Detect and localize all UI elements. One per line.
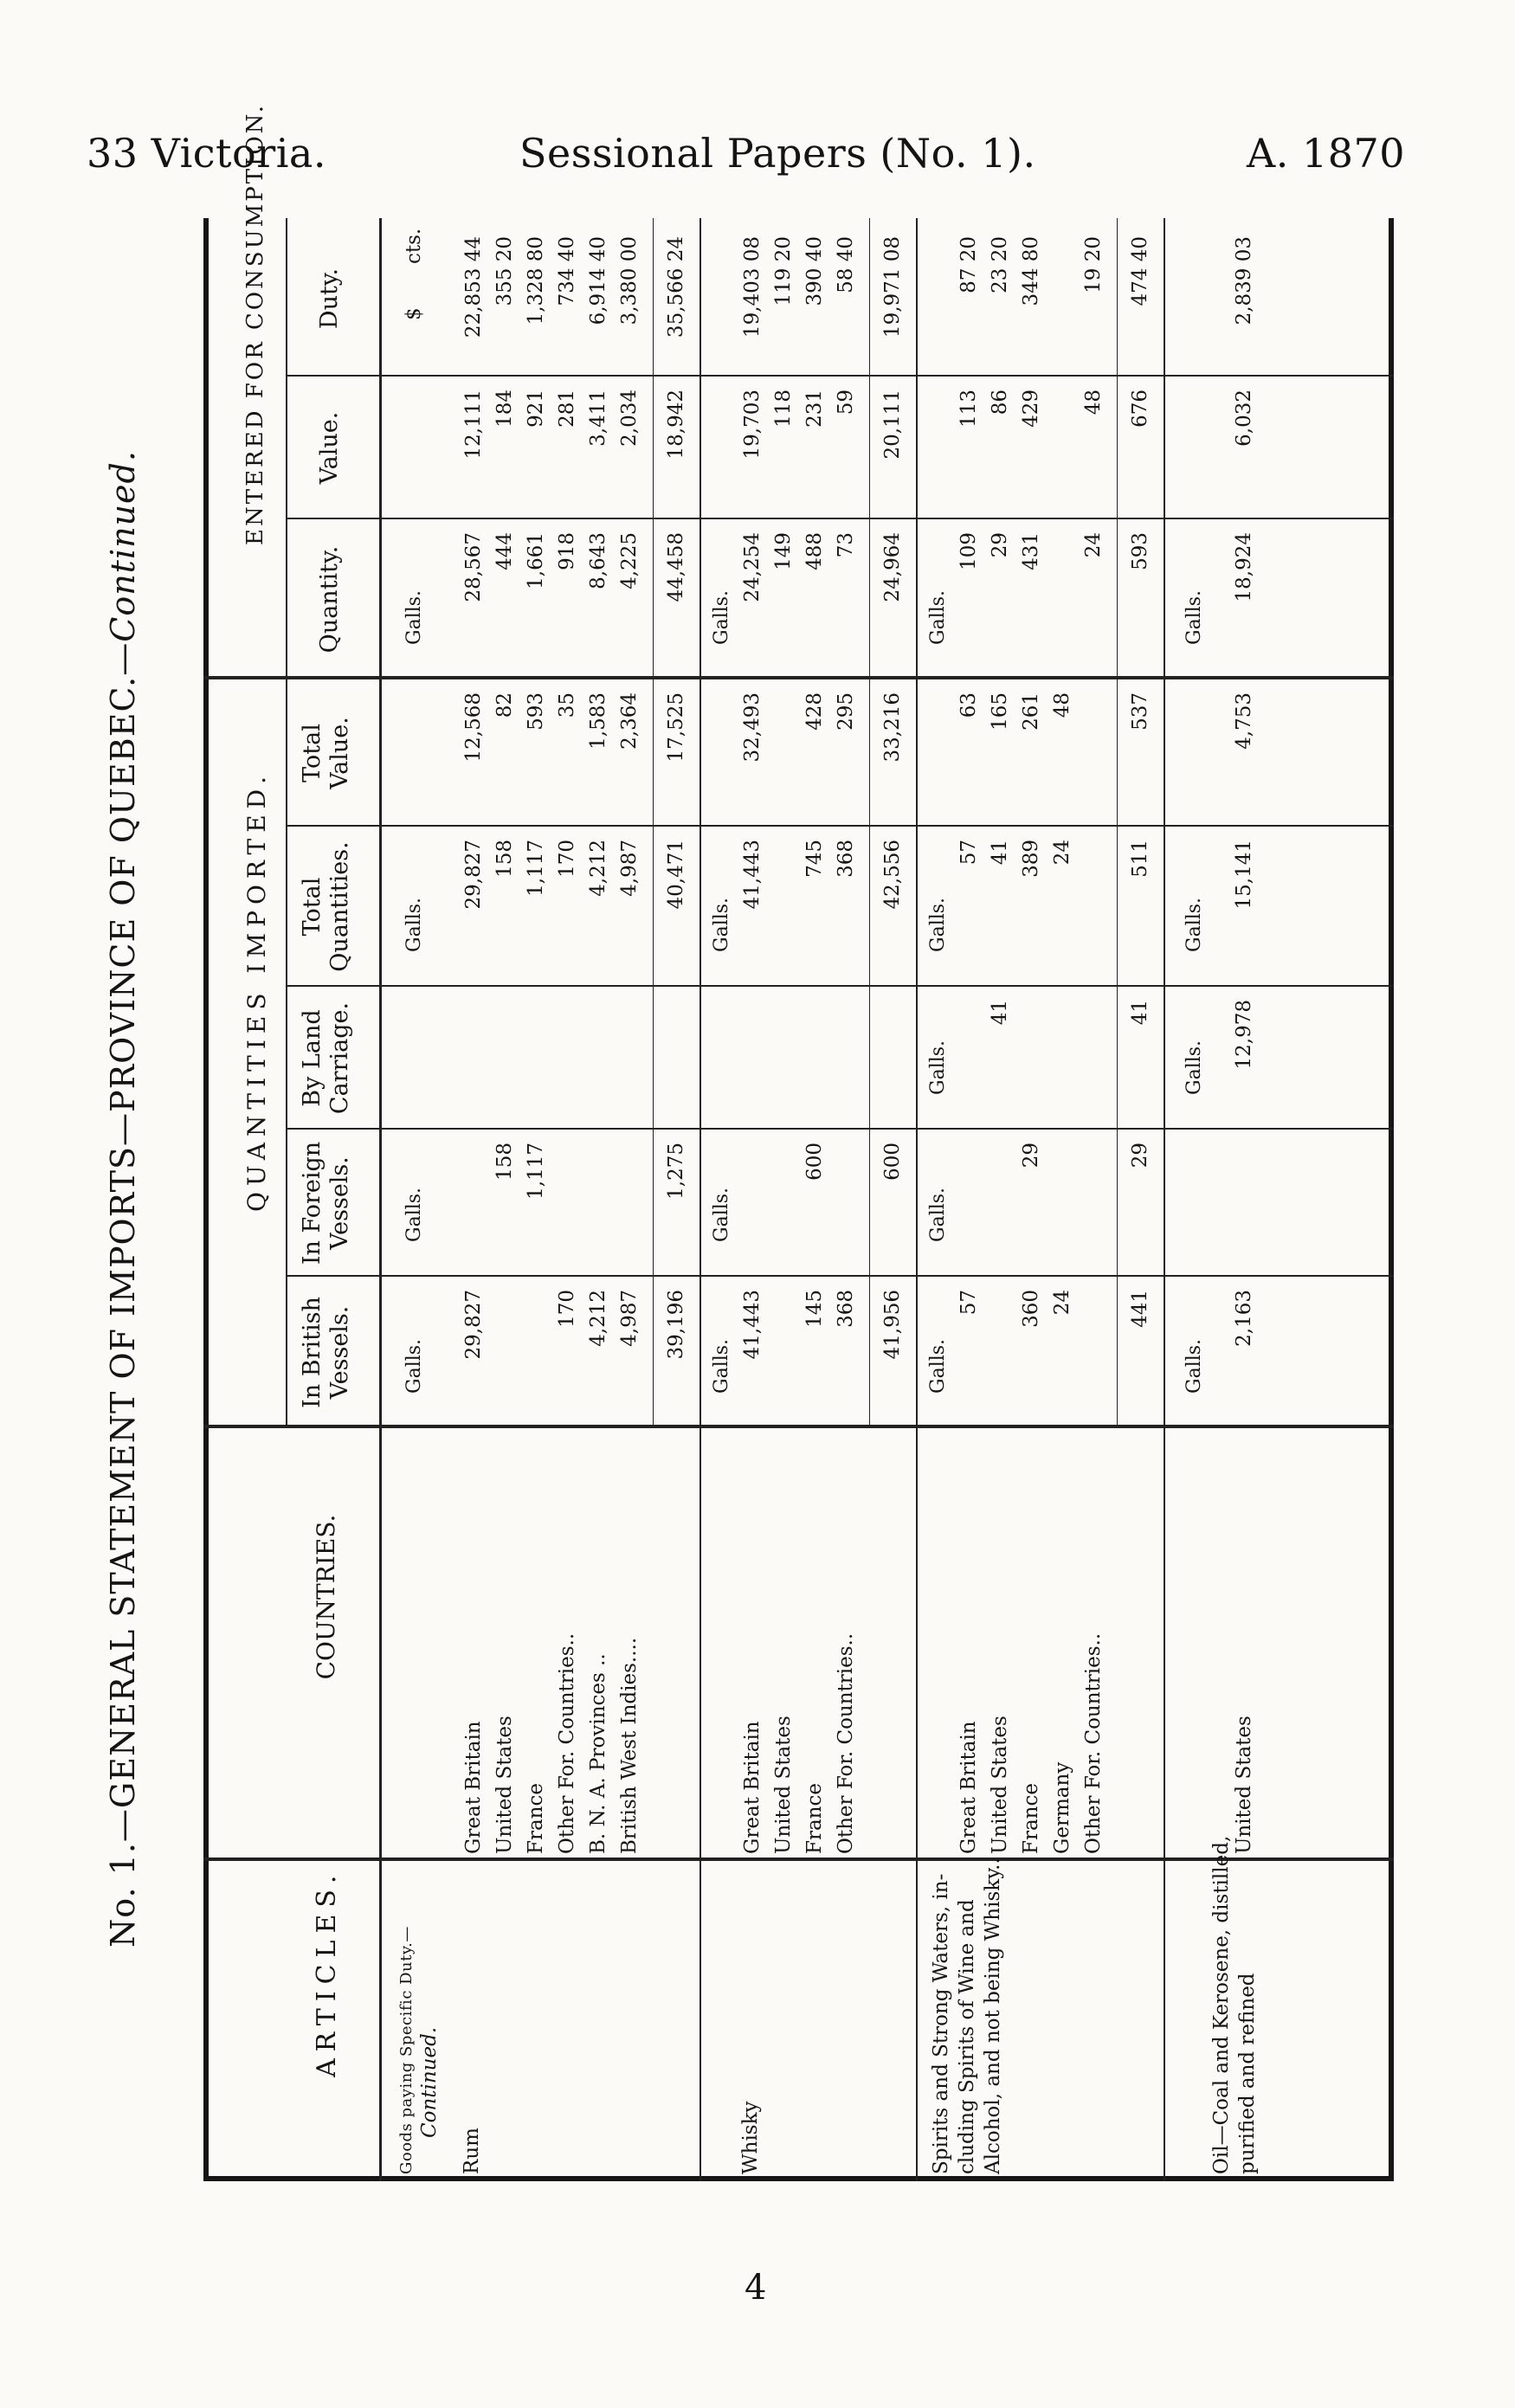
row-ent_q: 29	[989, 532, 1011, 558]
row-ent_q: 24	[1082, 532, 1105, 558]
row-total_q: 24	[1051, 840, 1073, 866]
quantities-imported-header: QUANTITIES IMPORTED.	[242, 770, 271, 1212]
row-total_v: 12,568	[462, 692, 485, 763]
country-name: France	[525, 1783, 547, 1854]
column-rule	[286, 375, 1394, 377]
row-ent_q: 73	[835, 532, 857, 558]
subtotal-foreign: 600	[881, 1143, 904, 1181]
row-british: 4,987	[618, 1290, 641, 1347]
goods-heading: Goods paying Specific Duty.—	[397, 1926, 416, 2174]
oil-row-ent_q: 18,924	[1233, 532, 1255, 602]
row-total_v: 261	[1020, 692, 1042, 731]
row-total_q: 389	[1020, 840, 1042, 878]
oil-row-total_v: 4,753	[1233, 692, 1255, 750]
row-ent_v: 184	[493, 390, 516, 428]
row-total_q: 41,443	[741, 840, 764, 910]
foreign-vessels-header: In Foreign Vessels.	[299, 1141, 354, 1265]
goods-continued: Continued.	[418, 2026, 441, 2138]
country-name: United States	[989, 1716, 1011, 1854]
country-name: Other For. Countries..	[556, 1632, 578, 1854]
subtotal-rule	[869, 218, 870, 1428]
oil-row-british: 2,163	[1233, 1290, 1255, 1347]
row-british: 145	[803, 1290, 826, 1328]
row-ent_v: 281	[556, 390, 578, 428]
oil-row-total_q: 15,141	[1233, 840, 1255, 910]
subtotal-foreign: 29	[1129, 1143, 1151, 1169]
row-ent_q: 109	[957, 532, 980, 570]
column-rule	[286, 1128, 1394, 1130]
article-rum: Rum	[461, 2128, 483, 2174]
row-ent_q: 488	[803, 532, 826, 570]
row-total_q: 745	[803, 840, 826, 878]
subtotal-total_v: 33,216	[881, 692, 904, 763]
galls-unit: Galls.	[1183, 1040, 1205, 1095]
row-ent_v: 59	[835, 390, 857, 415]
row-ent_v: 19,703	[741, 390, 764, 460]
galls-unit: Galls.	[711, 897, 732, 952]
quantity-header: Quantity.	[316, 545, 343, 654]
row-ent_v: 231	[803, 390, 826, 428]
row-total_v: 35	[556, 692, 578, 718]
subtotal-total_v: 17,525	[665, 692, 687, 763]
subtotal-ent_v: 20,111	[881, 390, 904, 460]
subtotal-rule	[653, 218, 654, 1428]
row-duty: 355 20	[493, 236, 516, 306]
subtotal-british: 441	[1129, 1290, 1151, 1328]
row-ent_v: 2,034	[618, 390, 641, 447]
row-total_q: 170	[556, 840, 578, 878]
total-quantities-header: Total Quantities.	[299, 841, 354, 972]
row-british: 41,443	[741, 1290, 764, 1360]
row-ent_q: 28,567	[462, 532, 485, 602]
row-british: 170	[556, 1290, 578, 1328]
column-rule	[203, 676, 1394, 679]
row-ent_q: 444	[493, 532, 516, 570]
duty-header: Duty.	[316, 267, 343, 330]
row-foreign: 158	[493, 1143, 516, 1181]
row-duty: 119 20	[772, 236, 795, 306]
galls-unit: Galls.	[927, 589, 949, 645]
subtotal-duty: 35,566 24	[665, 236, 687, 338]
running-head-right: A. 1870	[1247, 130, 1406, 177]
row-ent_v: 113	[957, 390, 980, 428]
header-rule	[379, 218, 382, 2181]
row-total_q: 41	[989, 840, 1011, 866]
row-foreign: 1,117	[525, 1143, 547, 1200]
article-oil-2: purified and refined	[1236, 1973, 1259, 2174]
subtotal-foreign: 1,275	[665, 1143, 687, 1200]
subtotal-ent_q: 44,458	[665, 532, 687, 602]
subtotal-duty: 474 40	[1129, 236, 1151, 306]
row-foreign: 29	[1020, 1143, 1042, 1169]
article-spirits-1: Spirits and Strong Waters, in-	[930, 1873, 952, 2174]
country-name: United States	[493, 1716, 516, 1854]
subtotal-duty: 19,971 08	[881, 236, 904, 338]
row-duty: 734 40	[556, 236, 578, 306]
subtotal-land: 41	[1129, 1000, 1151, 1026]
row-british: 360	[1020, 1290, 1042, 1328]
row-ent_v: 48	[1082, 390, 1105, 415]
subtotal-rule	[1117, 218, 1118, 1428]
row-total_v: 32,493	[741, 692, 764, 763]
row-total_v: 295	[835, 692, 857, 731]
galls-unit: Galls.	[403, 1338, 425, 1394]
row-duty: 19,403 08	[741, 236, 764, 338]
row-total_q: 1,117	[525, 840, 547, 897]
country-name: United States	[1233, 1716, 1255, 1854]
row-total_q: 4,212	[587, 840, 609, 897]
galls-unit: Galls.	[927, 1338, 949, 1394]
subtotal-british: 39,196	[665, 1290, 687, 1360]
galls-unit: Galls.	[711, 1338, 732, 1394]
galls-unit: Galls.	[403, 589, 425, 645]
row-duty: 6,914 40	[587, 236, 609, 325]
column-rule	[286, 1275, 1394, 1277]
group-rule	[286, 218, 287, 1428]
row-ent_v: 3,411	[587, 390, 609, 447]
row-british: 4,212	[587, 1290, 609, 1347]
row-total_v: 48	[1051, 692, 1073, 718]
row-total_q: 29,827	[462, 840, 485, 910]
row-total_q: 4,987	[618, 840, 641, 897]
row-total_q: 57	[957, 840, 980, 866]
row-total_v: 428	[803, 692, 826, 731]
table-title	[104, 216, 156, 2181]
subtotal-ent_v: 676	[1129, 390, 1151, 428]
country-name: British West Indies....	[618, 1637, 641, 1854]
column-rule	[203, 1425, 1394, 1428]
galls-unit: Galls.	[927, 1187, 949, 1242]
article-spirits-2: cluding Spirits of Wine and	[956, 1899, 978, 2174]
title-continued: Continued.	[104, 450, 142, 642]
row-land: 41	[989, 1000, 1011, 1026]
oil-row-ent_v: 6,032	[1233, 390, 1255, 447]
row-duty: 19 20	[1082, 236, 1105, 293]
galls-unit: Galls.	[711, 589, 732, 645]
row-ent_v: 12,111	[462, 390, 485, 460]
subtotal-ent_q: 593	[1129, 532, 1151, 570]
row-british: 368	[835, 1290, 857, 1328]
row-duty: 344 80	[1020, 236, 1042, 306]
galls-unit: Galls.	[403, 1187, 425, 1242]
oil-row-land: 12,978	[1233, 1000, 1255, 1070]
row-total_q: 158	[493, 840, 516, 878]
row-foreign: 600	[803, 1143, 826, 1181]
row-total_v: 1,583	[587, 692, 609, 750]
row-duty: 87 20	[957, 236, 980, 293]
row-total_v: 593	[525, 692, 547, 731]
row-total_v: 2,364	[618, 692, 641, 750]
title-main: No. 1.—GENERAL STATEMENT OF IMPORTS—PROVINCE OF QUEBEC.—	[104, 641, 142, 1948]
cents-label: cts.	[403, 228, 425, 264]
row-duty: 23 20	[989, 236, 1011, 293]
country-name: France	[1020, 1783, 1042, 1854]
country-name: Other For. Countries..	[1082, 1632, 1105, 1854]
row-ent_q: 918	[556, 532, 578, 570]
subtotal-total_v: 537	[1129, 692, 1151, 731]
country-name: B. N. A. Provinces ..	[587, 1653, 609, 1854]
articles-header: ARTICLES.	[312, 1868, 342, 2077]
subtotal-ent_q: 24,964	[881, 532, 904, 602]
subtotal-ent_v: 18,942	[665, 390, 687, 460]
running-head-left: 33 Victoria.	[87, 130, 326, 177]
entered-consumption-header: ENTERED FOR CONSUMPTION.	[242, 103, 268, 545]
galls-unit: Galls.	[1183, 1338, 1205, 1394]
row-total_v: 82	[493, 692, 516, 718]
galls-unit: Galls.	[1183, 589, 1205, 645]
row-ent_v: 118	[772, 390, 795, 428]
row-ent_q: 8,643	[587, 532, 609, 589]
row-ent_q: 431	[1020, 532, 1042, 570]
row-british: 29,827	[462, 1290, 485, 1360]
article-spirits-3: Alcohol, and not being Whisky..	[982, 1858, 1004, 2174]
galls-unit: Galls.	[927, 1040, 949, 1095]
section-rule	[699, 218, 701, 2181]
country-name: Other For. Countries..	[835, 1632, 857, 1854]
section-rule	[1164, 218, 1165, 2181]
country-name: Great Britain	[741, 1721, 764, 1854]
row-duty: 22,853 44	[462, 236, 485, 338]
row-british: 57	[957, 1290, 980, 1316]
country-name: United States	[772, 1716, 795, 1854]
country-name: Germany	[1051, 1761, 1073, 1854]
countries-header: COUNTRIES.	[312, 1514, 340, 1680]
row-ent_q: 4,225	[618, 532, 641, 589]
row-total_v: 63	[957, 692, 980, 718]
british-vessels-header: In British Vessels.	[299, 1297, 354, 1408]
country-name: Great Britain	[957, 1721, 980, 1854]
galls-unit: Galls.	[403, 897, 425, 952]
article-whisky: Whisky	[739, 2101, 762, 2174]
row-ent_q: 149	[772, 532, 795, 570]
galls-unit: Galls.	[711, 1187, 732, 1242]
article-oil-1: Oil—Coal and Kerosene, distilled,	[1210, 1835, 1233, 2174]
row-ent_v: 429	[1020, 390, 1042, 428]
column-rule	[286, 985, 1394, 987]
row-ent_q: 1,661	[525, 532, 547, 589]
row-ent_v: 86	[989, 390, 1011, 415]
row-ent_v: 921	[525, 390, 547, 428]
row-total_q: 368	[835, 840, 857, 878]
row-total_v: 165	[989, 692, 1011, 731]
land-carriage-header: By Land Carriage.	[299, 1001, 354, 1115]
row-duty: 58 40	[835, 236, 857, 293]
galls-unit: Galls.	[1183, 897, 1205, 952]
subtotal-total_q: 511	[1129, 840, 1151, 878]
subtotal-total_q: 42,556	[881, 840, 904, 910]
value-header: Value.	[316, 411, 343, 485]
row-duty: 3,380 00	[618, 236, 641, 325]
row-duty: 390 40	[803, 236, 826, 306]
country-name: France	[803, 1783, 826, 1854]
row-ent_q: 24,254	[741, 532, 764, 602]
oil-row-duty: 2,839 03	[1233, 236, 1255, 325]
galls-unit: Galls.	[927, 897, 949, 952]
subtotal-total_q: 40,471	[665, 840, 687, 910]
dollar-sign: $	[403, 307, 425, 320]
row-duty: 1,328 80	[525, 236, 547, 325]
page-mark: 4	[745, 2268, 767, 2308]
row-british: 24	[1051, 1290, 1073, 1316]
total-value-header: Total Value.	[299, 717, 354, 789]
country-name: Great Britain	[462, 1721, 485, 1854]
subtotal-british: 41,956	[881, 1290, 904, 1360]
running-head-center: Sessional Papers (No. 1).	[519, 130, 1036, 177]
section-rule	[916, 218, 918, 2181]
